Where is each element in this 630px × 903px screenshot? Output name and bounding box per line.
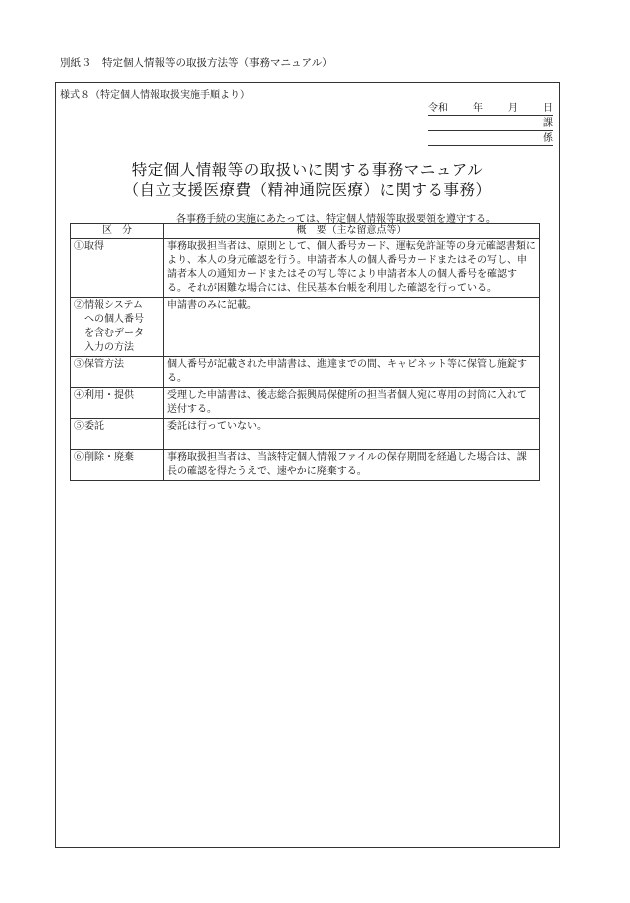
row-category: ③保管方法 bbox=[71, 357, 164, 388]
day-label: 日 bbox=[543, 103, 553, 114]
row-category: ⑤委託 bbox=[71, 419, 164, 450]
compliance-note: 各事務手続の実施にあたっては、特定個人情報等取扱要領を遵守する。 bbox=[176, 214, 496, 225]
row-category: ①取得 bbox=[71, 239, 164, 298]
table-row bbox=[71, 239, 540, 298]
section-label: 課 bbox=[428, 114, 553, 131]
manual-table bbox=[70, 223, 540, 481]
row-description: 事務取扱担当者は、原則として、個人番号カード、運転免許証等の身元確認書類により、本人の身元確認を行う。申請者本人の個人番号カードまたはその写し、申請者本人の通知カードまたはその写し等により申請者本人の個人番号を確認する。それが困難な場合には、住民基本台帳を利用した確認を行っている。 bbox=[164, 239, 540, 298]
year-label: 年 bbox=[473, 103, 483, 114]
month-label: 月 bbox=[508, 103, 518, 114]
row-category: ②情報システム への個人番号 を含むデータ 入力の方法 bbox=[71, 298, 164, 357]
row-description: 申請書のみに記載。 bbox=[164, 298, 540, 357]
document-title: 特定個人情報等の取扱いに関する事務マニュアル bbox=[131, 161, 484, 179]
document-frame bbox=[55, 82, 560, 848]
table-row bbox=[71, 419, 540, 450]
table-row bbox=[71, 298, 540, 357]
staff-label: 係 bbox=[428, 129, 553, 146]
header-note: 別紙３ 特定個人情報等の取扱方法等（事務マニュアル） bbox=[60, 57, 333, 69]
row-description: 事務取扱担当者は、当該特定個人情報ファイルの保存期間を経過した場合は、課長の確認を得たうえで、速やかに廃棄する。 bbox=[164, 450, 540, 481]
row-category: ④利用・提供 bbox=[71, 388, 164, 419]
row-description: 受理した申請書は、後志総合振興局保健所の担当者個人宛に専用の封筒に入れて送付する。 bbox=[164, 388, 540, 419]
row-description: 委託は行っていない。 bbox=[164, 419, 540, 450]
category-header: 区 分 bbox=[71, 224, 164, 239]
table-row bbox=[71, 450, 540, 481]
document-subtitle: （自立支援医療費（精神通院医療）に関する事務） bbox=[123, 181, 492, 199]
table-row bbox=[71, 388, 540, 419]
row-description: 個人番号が記載された申請書は、進達までの間、キャビネット等に保管し施錠する。 bbox=[164, 357, 540, 388]
summary-header: 概 要（主な留意点等） bbox=[164, 224, 540, 239]
row-category: ⑥削除・廃棄 bbox=[71, 450, 164, 481]
table-header-row bbox=[71, 224, 540, 239]
table-row bbox=[71, 357, 540, 388]
form-label: 様式８（特定個人情報取扱実施手順より） bbox=[60, 90, 250, 101]
era-label: 令和 bbox=[428, 103, 448, 114]
